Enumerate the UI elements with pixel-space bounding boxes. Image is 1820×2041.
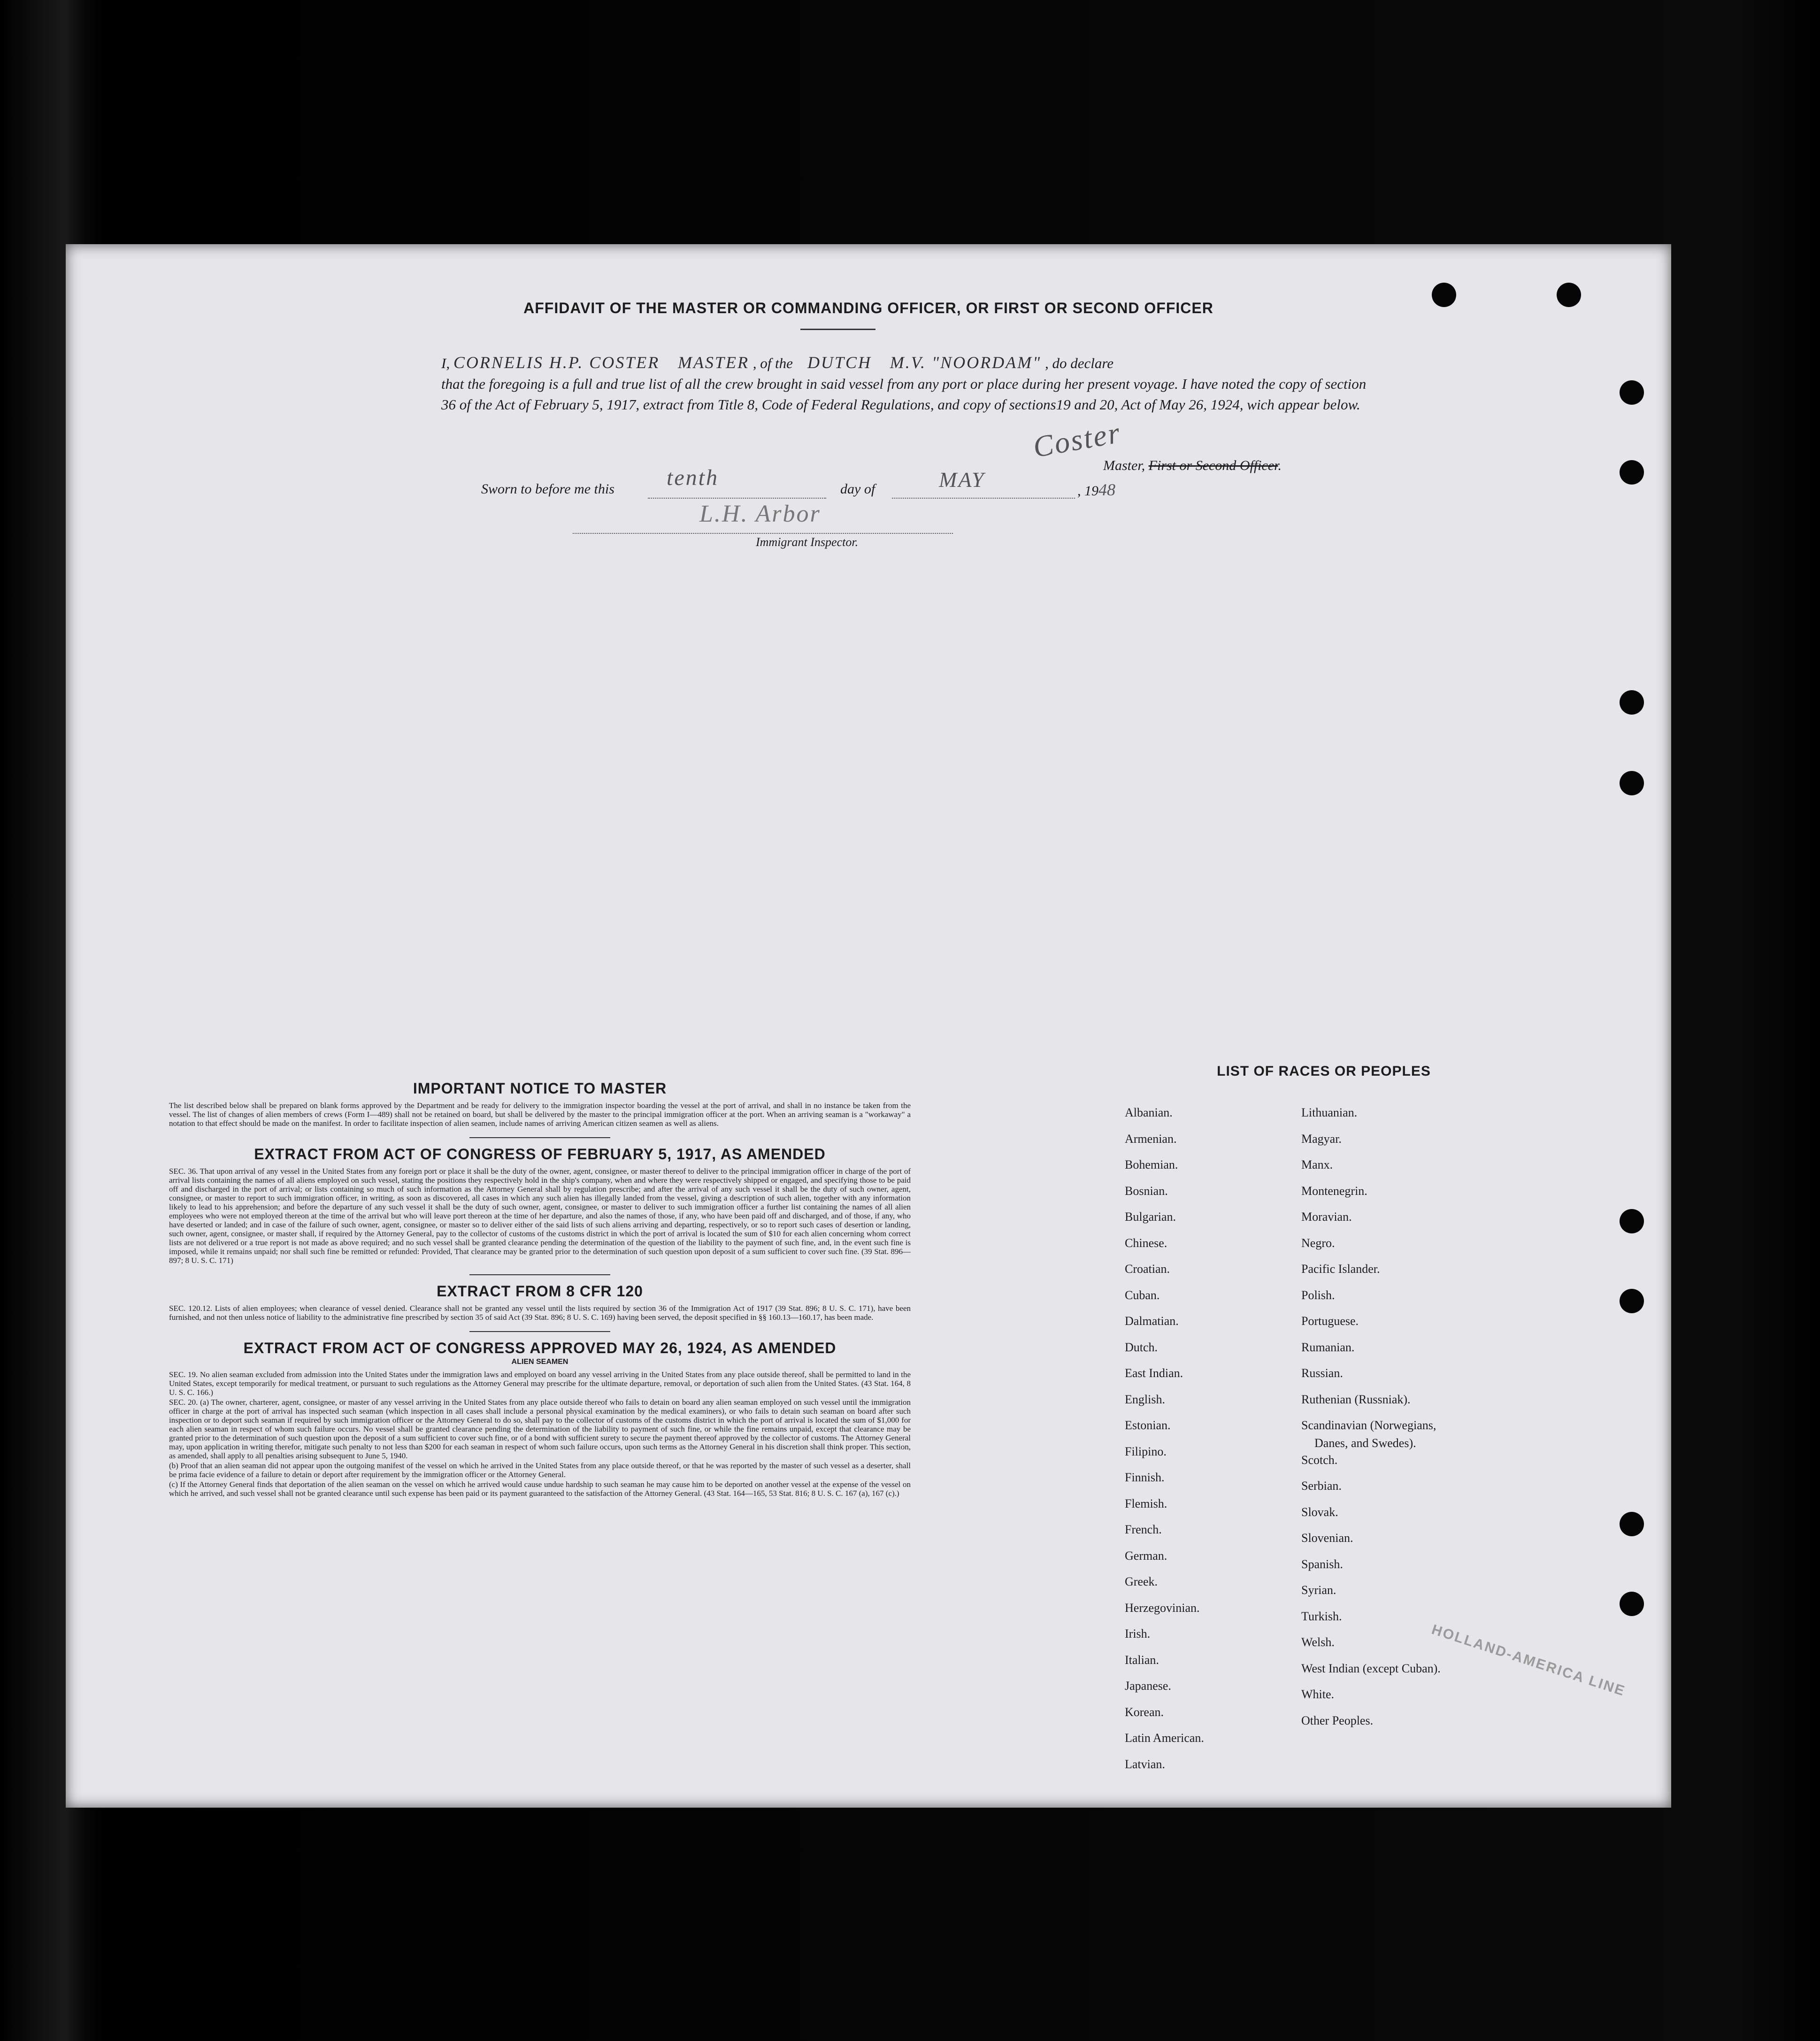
race-item: Finnish. (1125, 1471, 1165, 1484)
race-item: Pacific Islander. (1301, 1262, 1380, 1276)
binder-hole (1620, 1512, 1644, 1536)
inspector-line (573, 533, 953, 534)
declare-label: , do declare (1045, 355, 1114, 371)
race-item: Ruthenian (Russniak). (1301, 1392, 1411, 1406)
races-title: LIST OF RACES OR PEOPLES (1217, 1063, 1431, 1079)
race-item: Montenegrin. (1301, 1184, 1367, 1198)
affidavit-body: that the foregoing is a full and true list of all the crew brought in said vessel from any port or place during her present voyage. I have noted the copy of section 36 of the Act of February 5, 1917, extract from Title 8, Code of Federal Regulations, and copy of sections19 and 20, Act of May 26, 1924, wich appear below. (441, 376, 1367, 413)
race-item: Chinese. (1125, 1236, 1167, 1250)
race-item: Manx. (1301, 1158, 1333, 1171)
year-value: 48 (1098, 480, 1115, 499)
race-item: Scotch. (1301, 1453, 1338, 1467)
company-stamp: HOLLAND-AMERICA LINE (1429, 1622, 1628, 1699)
inspector-caption: Immigrant Inspector. (756, 535, 859, 549)
binder-hole (1620, 1592, 1644, 1616)
race-item: Spanish. (1301, 1557, 1343, 1571)
day-value: tenth (667, 465, 719, 490)
race-item: Portuguese. (1301, 1314, 1359, 1328)
crew-list-sheet (66, 244, 1671, 1808)
binder-hole (1620, 1209, 1644, 1233)
race-item: Latvian. (1125, 1757, 1165, 1771)
race-item: Armenian. (1125, 1132, 1177, 1146)
race-item: Moravian. (1301, 1210, 1352, 1224)
affidavit-statement (441, 352, 1371, 415)
extract-1924-subtitle: ALIEN SEAMEN (511, 1358, 568, 1366)
race-item: Korean. (1125, 1705, 1164, 1719)
race-item: Bohemian. (1125, 1158, 1178, 1171)
section-divider (469, 1274, 610, 1275)
extract-8cfr-title: EXTRACT FROM 8 CFR 120 (437, 1283, 643, 1300)
affidavit-prefix: I, (441, 355, 450, 371)
legal-notice-column (169, 1080, 911, 1498)
master-name: CORNELIS H.P. COSTER (453, 353, 660, 372)
race-item: Japanese. (1125, 1679, 1171, 1693)
of-the-label: , of the (753, 355, 793, 371)
race-item: Russian. (1301, 1366, 1343, 1380)
race-item: Negro. (1301, 1236, 1335, 1250)
master-caption: Master, First or Second Officer. (1103, 458, 1282, 473)
race-item: Turkish. (1301, 1609, 1342, 1623)
extract-1924-sec20b: (b) Proof that an alien seaman did not appear upon the outgoing manifest of the vessel on which he arrived in the United States from any place outside thereof, or that he was reported by the master of such vessel as a deserter, shall be prima facie evidence of a failure to detain or deport after requirement by the immigration officer or the Attorney General. (169, 1461, 911, 1479)
race-item: Greek. (1125, 1575, 1158, 1588)
race-item: French. (1125, 1523, 1162, 1536)
struck-officer-text: First or Second Officer (1148, 458, 1278, 473)
race-item: Bosnian. (1125, 1184, 1168, 1198)
notice-text: The list described below shall be prepared on blank forms approved by the Department and be ready for delivery to the immigration inspector boarding the vessel at the port of arrival, and shall in no instance be taken from the vessel. The list of changes of alien members of crews (Form I—489) shall not be retained on board, but shall be delivered by the master to the principal immigration officer at the port. When an arriving seaman is a "workaway" a notation to that effect should be made on the manifest. In order to facilitate inspection of alien seamen, include names of arriving American citizen seamen as well as aliens. (169, 1101, 911, 1128)
race-item: Lithuanian. (1301, 1106, 1358, 1119)
race-item: West Indian (except Cuban). (1301, 1661, 1441, 1675)
race-item: Albanian. (1125, 1106, 1173, 1119)
sworn-label: Sworn to before me this (481, 481, 614, 497)
day-line (648, 498, 826, 499)
month-value: MAY (939, 468, 985, 492)
race-item: Other Peoples. (1301, 1713, 1374, 1727)
inspector-signature: L.H. Arbor (699, 501, 821, 527)
race-item: Magyar. (1301, 1132, 1342, 1146)
extract-8cfr-text: SEC. 120.12. Lists of alien employees; when clearance of vessel denied. Clearance shall not be granted any vessel until the lists required by section 36 of the Immigration Act of 1917 (39 Stat. 896; 8 U. S. C. 171), have been furnished, and not then unless notice of liability to the administrative fine prescribed by section 35 of said Act (39 Stat. 896; 8 U. S. C. 169) having been served, the deposit specified in §§ 160.13—160.17, has been made. (169, 1304, 911, 1322)
section-divider (469, 1137, 610, 1138)
race-item: Polish. (1301, 1288, 1335, 1302)
race-item: Scandinavian (Norwegians, (1301, 1418, 1436, 1432)
notice-title: IMPORTANT NOTICE TO MASTER (413, 1080, 667, 1097)
year-label (1077, 480, 1115, 500)
binder-hole (1620, 1289, 1644, 1313)
race-item: White. (1301, 1687, 1335, 1701)
race-item: Dalmatian. (1125, 1314, 1179, 1328)
binder-hole (1620, 771, 1644, 795)
race-item: Irish. (1125, 1627, 1151, 1641)
race-item: Bulgarian. (1125, 1210, 1176, 1224)
race-item: East Indian. (1125, 1366, 1183, 1380)
vessel-name: M.V. "NOORDAM" (890, 353, 1042, 372)
race-item: Welsh. (1301, 1635, 1335, 1649)
race-item: Croatian. (1125, 1262, 1170, 1276)
race-item: Cuban. (1125, 1288, 1160, 1302)
master-rank: MASTER (677, 353, 749, 372)
extract-1924-sec20a: SEC. 20. (a) The owner, charterer, agent, consignee, or master of any vessel arriving in the United States from any place outside thereof who fails to detain on board any alien seaman employed on such vessel until the immigration officer in charge at the port of arrival has inspected such seaman (which inspection in all cases shall include a personal physical examination by the medical examiners), or who fails to detain such seaman on board after such inspection or to deport such seaman if required by such immigration officer or the Attorney General to do so, shall pay to the collector of customs of the customs district in which the port of arrival is located the sum of $1,000 for each alien seaman in respect of whom such failure occurs. No vessel shall be granted clearance pending the determination of the liability to payment of such fine, or while the fine remains unpaid, except that clearance may be granted prior to the determination of such question upon the deposit of a sum sufficient to cover such fine, or of a bond with sufficient surety to secure the payment thereof approved by the collector of customs. The Attorney General may, upon application in writing therefor, mitigate such penalty to not less than $200 for each seaman in respect of whom such failure occurs, upon such terms as the Attorney General in his discretion shall think proper. This section, as amended, shall apply to all penalties arising subsequent to June 5, 1940. (169, 1398, 911, 1460)
race-item: Flemish. (1125, 1496, 1167, 1510)
race-item: Serbian. (1301, 1479, 1342, 1493)
race-item: Estonian. (1125, 1418, 1171, 1432)
extract-1917-title: EXTRACT FROM ACT OF CONGRESS OF FEBRUARY 5, 1917, AS AMENDED (254, 1146, 826, 1163)
race-item: Rumanian. (1301, 1340, 1355, 1354)
race-item: English. (1125, 1392, 1165, 1406)
race-item: Herzegovinian. (1125, 1601, 1200, 1615)
race-item: Italian. (1125, 1653, 1159, 1667)
binder-hole (1620, 380, 1644, 405)
race-item: Slovenian. (1301, 1531, 1353, 1545)
extract-1917-text: SEC. 36. That upon arrival of any vessel in the United States from any foreign port or place it shall be the duty of the owner, agent, consignee, or master thereof to deliver to the principal immigration officer in charge of the port of arrival lists containing the names of all aliens employed on such vessel, stating the positions they respectively hold in the ship's company, when and where they were respectively shipped or engaged, and specifying those to be paid off and discharged in the port of arrival; or lists containing so much of such information as the Attorney General shall by regulation prescribe; and after the arrival of any such vessel it shall be the duty of such owner, agent, consignee, or master to report to such immigration officer, in writing, as soon as discovered, all cases in which any such alien has illegally landed from the vessel, giving a description of such alien, together with any information likely to lead to his apprehension; and before the departure of any such vessel it shall be the duty of such owner, agent, consignee, or master to deliver to such immigration officer a further list containing the names of all alien employees who were not employed thereon at the time of the arrival but who will leave port thereon at the time of her departure, and also the names of those, if any, who have been paid off and discharged, and of those, if any, who have deserted or landed; and in case of the failure of such owner, agent, consignee, or master so to deliver either of the said lists of such aliens arriving and departing, respectively, or so to report such cases of desertion or landing, such owner, agent, consignee, or master shall, if required by the Attorney General, pay to the collector of customs of the customs district in which the port of arrival is located the sum of $10 for each alien concerning whom correct lists are not delivered or a true report is not made as above required; and no such vessel shall be granted clearance pending the determination of the question of the liability to the payment of such fine, and, in the event such fine is imposed, while it remains unpaid; nor shall such fine be remitted or refunded: Provided, That clearance may be granted prior to the determination of such question upon deposit of a sum sufficient to cover such fine. (39 Stat. 896—897; 8 U. S. C. 171) (169, 1167, 911, 1265)
master-caption-text: Master, (1103, 458, 1145, 473)
race-item: Danes, and Swedes). (1314, 1436, 1416, 1450)
title-rule (800, 329, 875, 330)
vessel-nationality: DUTCH (807, 353, 872, 372)
master-signature: Coster (1030, 416, 1124, 464)
binder-hole (1620, 690, 1644, 715)
affidavit-title: AFFIDAVIT OF THE MASTER OR COMMANDING OFFICER, OR FIRST OR SECOND OFFICER (523, 300, 1213, 316)
section-divider (469, 1331, 610, 1332)
extract-1924-sec20c: (c) If the Attorney General finds that deportation of the alien seaman on the vessel on which he arrived would cause undue hardship to such seaman he may cause him to be deported on another vessel at the expense of the vessel on which he arrived, and such vessel shall not be granted clearance until such expense has been paid or its payment guaranteed to the satisfaction of the Attorney General. (43 Stat. 164—165, 53 Stat. 816; 8 U. S. C. 167 (a), 167 (c).) (169, 1480, 911, 1498)
race-item: German. (1125, 1548, 1167, 1563)
extract-1924-sec19: SEC. 19. No alien seaman excluded from admission into the United States under the immigration laws and employed on board any vessel arriving in the United States from any place outside thereof, shall be permitted to land in the United States, except temporarily for medical treatment, or pursuant to such regulations as the Attorney General may prescribe for the ultimate departure, removal, or deportation of such alien from the United States. (43 Stat. 164, 8 U. S. C. 166.) (169, 1370, 911, 1397)
race-item: Dutch. (1125, 1340, 1158, 1354)
binder-hole (1620, 460, 1644, 485)
extract-1924-title: EXTRACT FROM ACT OF CONGRESS APPROVED MAY 26, 1924, AS AMENDED (243, 1340, 837, 1356)
month-line (892, 498, 1075, 499)
year-prefix: , 19 (1077, 483, 1098, 499)
race-item: Latin American. (1125, 1731, 1204, 1745)
race-item: Syrian. (1301, 1583, 1336, 1597)
race-item: Slovak. (1301, 1505, 1338, 1519)
day-label: day of (840, 481, 875, 497)
race-item: Filipino. (1125, 1444, 1167, 1458)
